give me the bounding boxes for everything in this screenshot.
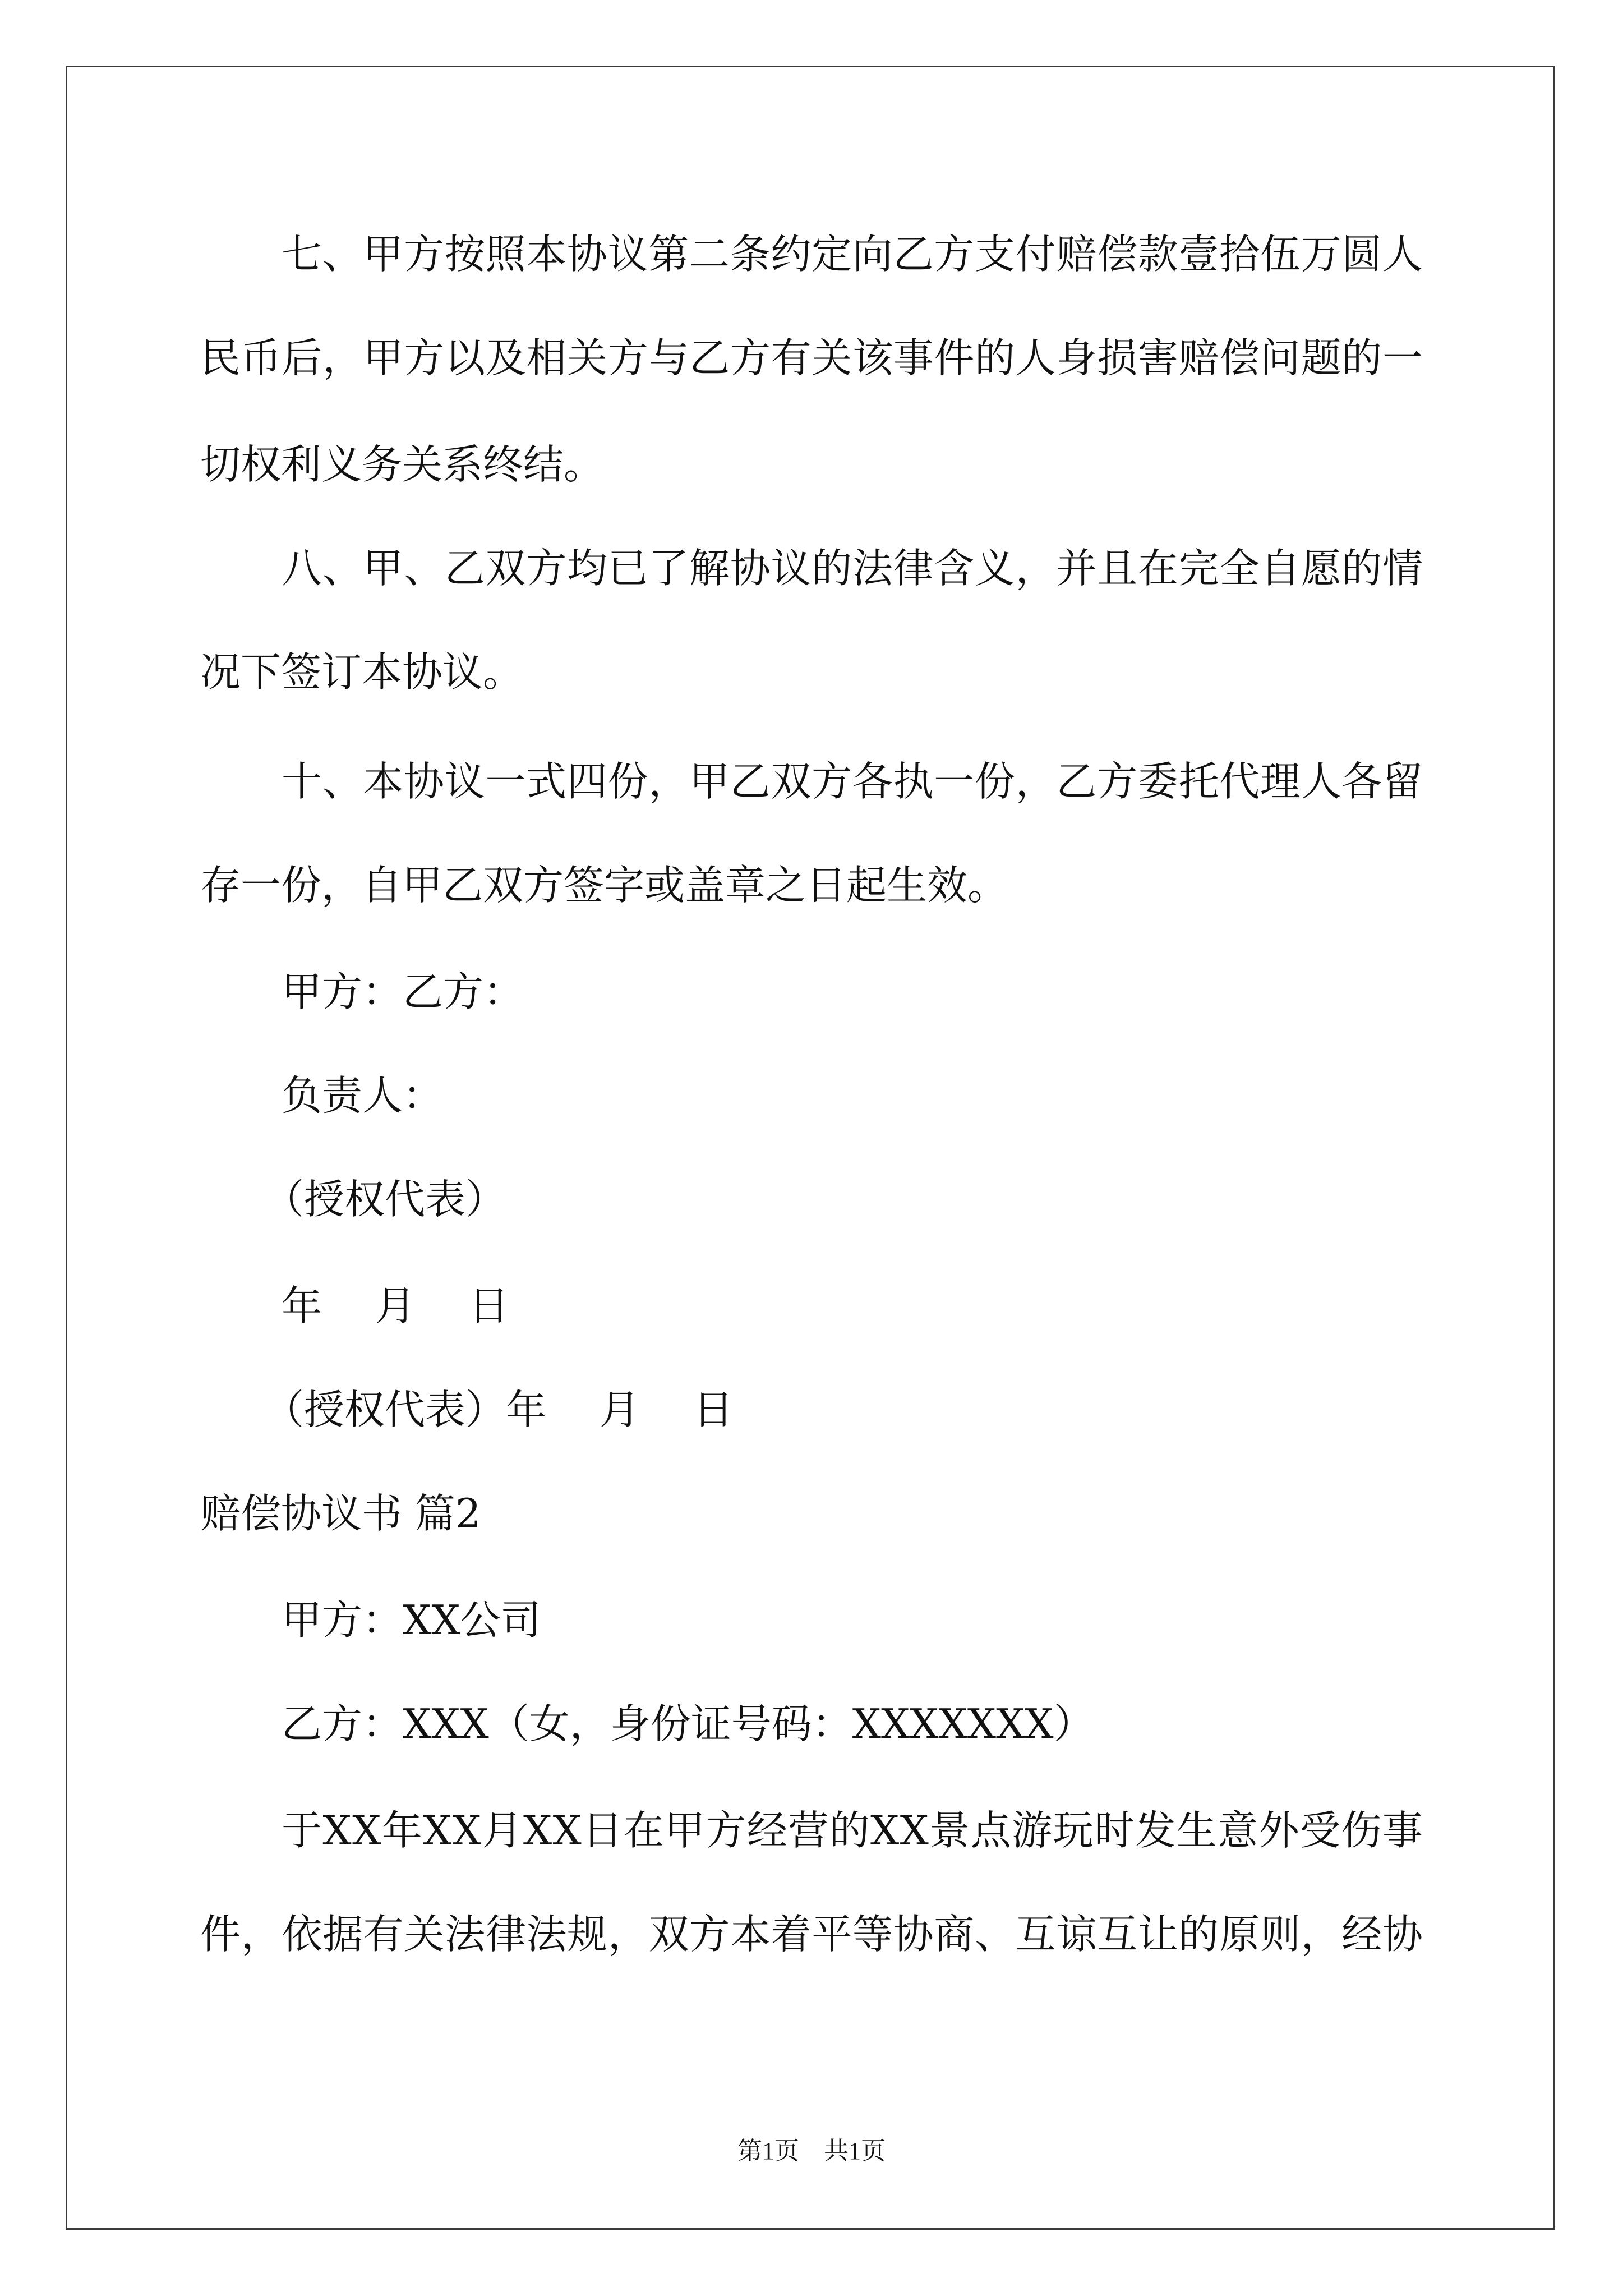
- paragraph-10-line-1: [282, 754, 1423, 808]
- signature-responsible: 负责人：: [282, 1072, 444, 1119]
- paragraph-10-line-1-text: 十 、 本 协 议 一 式 四 份 ， 甲 乙 双 方 各 执 一 份 ， 乙 方 委 托 代 理 人 各 留: [282, 758, 1423, 805]
- paragraph-10-line-2: 存一份，自甲乙双方签字或盖章之日起生效。: [200, 862, 1008, 909]
- paragraph-7-line-2-text: 民 币 后 ， 甲 方 以 及 相 关 方 与 乙 方 有 关 该 事 件 的 人 身 损 害 赔 偿 问 题 的 一: [200, 334, 1423, 381]
- paragraph-8-line-2: 况下签订本协议。: [200, 648, 524, 696]
- page-border: [66, 66, 1555, 2230]
- signature-authorized-rep: （授权代表）: [264, 1176, 506, 1223]
- section-title: 赔偿协议书 篇2: [200, 1490, 481, 1537]
- party-a: 甲方：XX公司: [282, 1596, 541, 1644]
- intro-line-1: [282, 1803, 1423, 1857]
- intro-line-2-text: 件 ， 依 据 有 关 法 律 法 规 ， 双 方 本 着 平 等 协 商 、 互 谅 互 让 的 原 则 ， 经 协: [200, 1911, 1423, 1958]
- paragraph-8-line-1: [282, 541, 1423, 595]
- paragraph-8-line-1-text: 八 、 甲 、 乙 双 方 均 已 了 解 协 议 的 法 律 含 义 ， 并 且 在 完 全 自 愿 的 情: [282, 545, 1423, 592]
- page-footer: 第1页 共1页: [737, 2137, 886, 2165]
- paragraph-7-line-1-text: 七 、 甲 方 按 照 本 协 议 第 二 条 约 定 向 乙 方 支 付 赔 偿 款 壹 拾 伍 万 圆 人: [282, 231, 1423, 278]
- intro-line-1-text: 于 X X 年 X X 月 X X 日 在 甲 方 经 营 的 X X 景 点 游 玩 时 发 生 意 外 受 伤 事: [282, 1807, 1423, 1854]
- paragraph-7-line-2: [200, 331, 1423, 385]
- intro-line-2: [200, 1907, 1423, 1961]
- paragraph-7-line-1: [282, 227, 1423, 281]
- paragraph-7-line-3: 切权利义务关系终结。: [200, 441, 605, 488]
- party-b: 乙方：XXX（女，身份证号码：XXXXXXX）: [282, 1700, 1094, 1747]
- signature-rep-and-date: （授权代表）年 月 日: [264, 1386, 734, 1433]
- signature-parties: 甲方：乙方：: [282, 968, 524, 1015]
- signature-date-1: 年 月 日: [282, 1282, 509, 1329]
